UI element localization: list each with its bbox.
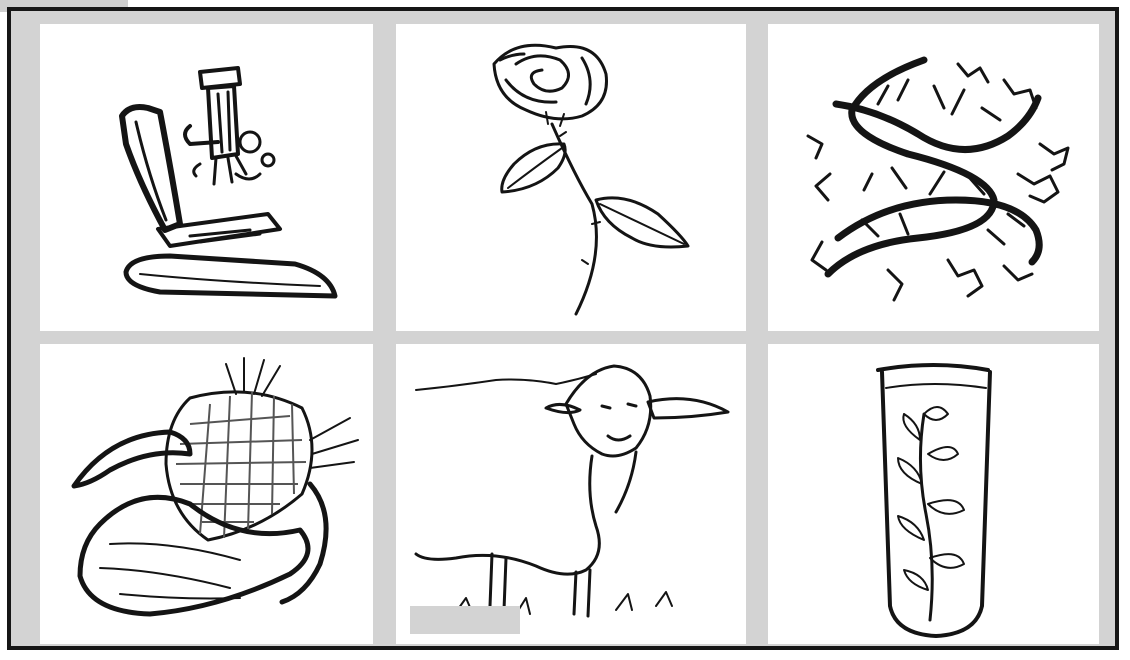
test-tube-icon [768,344,1099,644]
rose-panel [396,24,746,331]
dna-panel [768,24,1099,331]
dna-helix-icon [768,24,1099,331]
corn-icon [40,344,373,644]
microscope-panel [40,24,373,331]
illustration-grid [7,7,1119,650]
lamb-panel [396,344,746,644]
microscope-icon [40,24,373,331]
test-tube-panel [768,344,1099,644]
lamb-icon [396,344,746,644]
corn-panel [40,344,373,644]
rose-icon [396,24,746,331]
